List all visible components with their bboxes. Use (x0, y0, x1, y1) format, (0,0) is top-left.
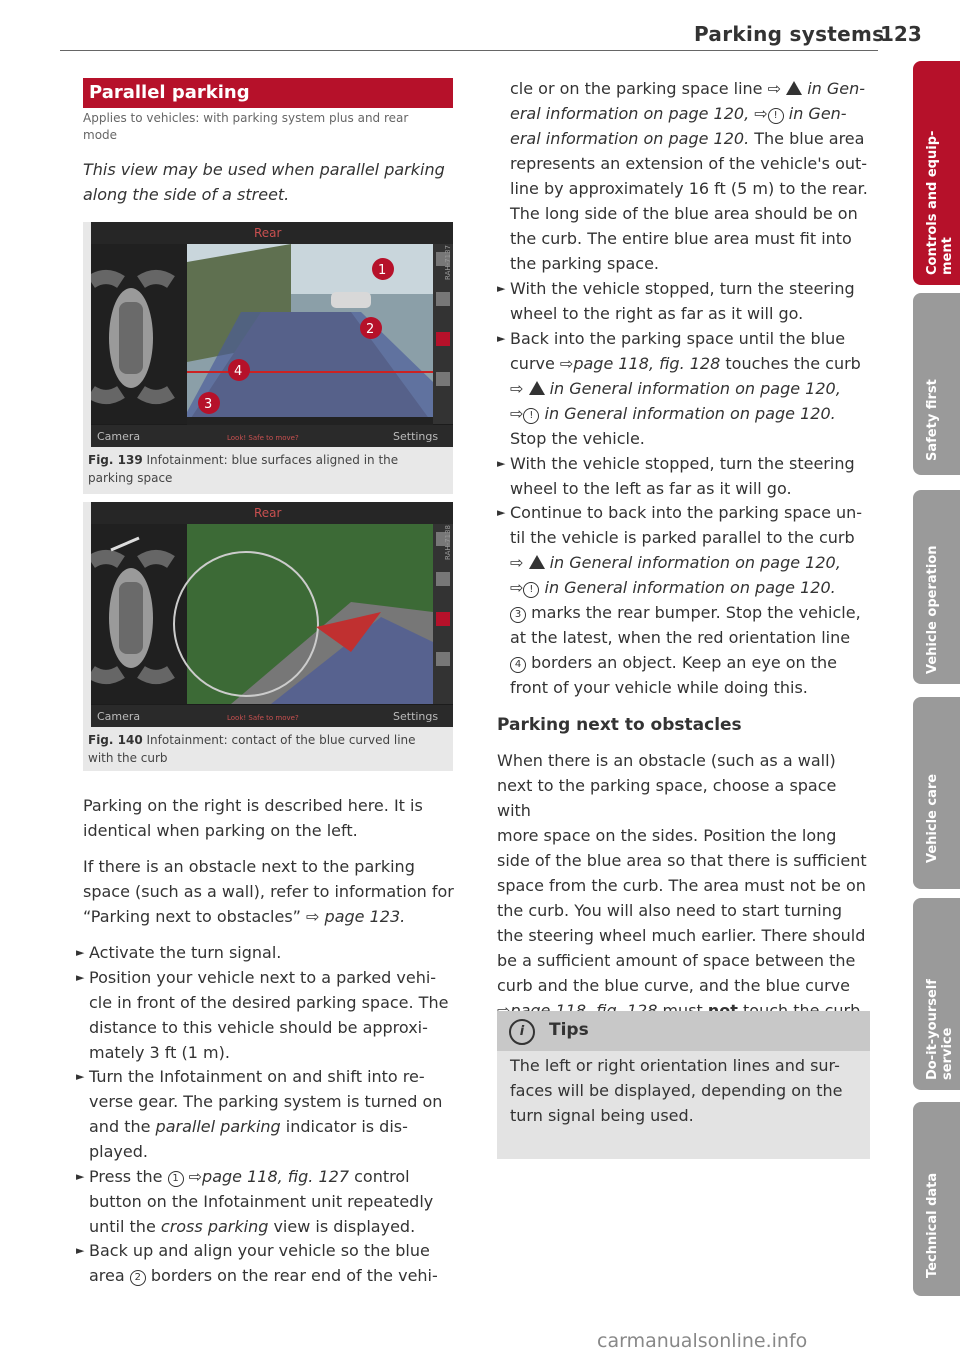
page-number: 123 (880, 22, 922, 46)
figure-code: RAH-7138 (444, 525, 452, 560)
figure-140 (83, 502, 453, 771)
header-rule (60, 50, 878, 51)
figure-caption: Fig. 139 Infotainment: blue surfaces aligned in the parking space (88, 453, 399, 485)
tips-box (497, 1011, 870, 1159)
paragraph: cle or on the parking space line ⇨ in Gen- eral information on page 120, ⇨ ! in Gen- eral information on page 120. The blue area represents an extension of the vehicle's out- line by approximately 16 ft (5 m) to the rear. The long side of the blue area should be on the curb. The entire blue area must fit into the parking space. (510, 79, 868, 273)
info-icon: i (509, 1019, 535, 1045)
settings-label: Settings (393, 430, 439, 443)
section-title: Parallel parking (83, 78, 453, 108)
subheading: Parking next to obstacles (497, 715, 742, 735)
callout-4: 4 (234, 364, 243, 379)
intro-text: This view may be used when parallel parking along the side of a street. (83, 160, 445, 204)
page-link[interactable]: page 123. (324, 907, 406, 926)
tab-vehicle-care[interactable]: Vehicle care (913, 697, 960, 889)
list-item: ► Turn the Infotainment on and shift into re- verse gear. The parking system is turned on and the parallel parking indicator is dis- played. (76, 1067, 443, 1161)
warning-icon (786, 81, 802, 95)
watermark: carmanualsonline.info (597, 1330, 808, 1352)
camera-image (91, 222, 453, 447)
callout-2: 2 (366, 322, 375, 337)
paragraph: When there is an obstacle (such as a wall) next to the parking space, choose a space with more space on the sides. Position the long side of the blue area so that there is sufficient space from the curb. The area must not be on the curb. You will also need to start turning the steering wheel much earlier. There should be a sufficient amount of space between the curb and the blue curve, and the blue curve (497, 748, 872, 1023)
page-link[interactable]: page 118, fig. 128 (573, 354, 721, 373)
list-item: ► Activate the turn signal. (76, 943, 282, 962)
figure-code: RAH-7137 (444, 245, 452, 280)
screen-rear-label: Rear (254, 226, 282, 240)
camera-label: Camera (97, 430, 141, 443)
list-item: ► Continue to back into the parking space un- til the vehicle is parked parallel to the curb ⇨ in General information on page 120, ⇨ ! in General information on page 120. 3 marks the rear bumper. Stop the vehicle, at the latest, when the red orientation line 4 borders an object. Keep an eye on the front of your vehicle while doing this. (497, 503, 863, 697)
camera-label: Camera (97, 710, 141, 723)
paragraph: Parking on the right is described here. It is identical when parking on the left. (83, 796, 423, 840)
paragraph: If there is an obstacle next to the parking space (such as a wall), refer to information for “Parking next to obstacles” ⇨ page 123. (83, 857, 454, 926)
tips-title: Tips (549, 1020, 589, 1040)
tab-technical-data[interactable]: Technical data (913, 1102, 960, 1296)
tips-header (497, 1011, 870, 1051)
camera-screen (91, 502, 453, 727)
warning-icon (529, 555, 545, 569)
camera-screen (91, 222, 453, 447)
callout-3: 3 (204, 397, 213, 412)
list-item: ► Press the 1 ⇨page 118, fig. 127 control button on the Infotainment unit repeatedly until the cross parking view is displayed. (76, 1167, 434, 1236)
callout-1: 1 (378, 263, 387, 278)
warning-icon (529, 381, 545, 395)
tab-controls-and-equipment[interactable]: Controls and equip- ment (913, 61, 960, 285)
list-item: ► Back into the parking space until the blue curve ⇨page 118, fig. 128 touches the curb ⇨ in General information on page 120, ⇨ ! in General information on page 120. Stop the vehicle. (497, 329, 861, 448)
figure-caption: Fig. 140 Infotainment: contact of the blue curved line with the curb (88, 733, 416, 765)
figure-139 (83, 222, 453, 494)
page-link[interactable]: page 118, fig. 127 (202, 1167, 350, 1186)
caution-icon: ! (523, 408, 539, 424)
header-title: Parking systems (694, 22, 885, 46)
list-item: ► With the vehicle stopped, turn the steering wheel to the right as far as it will go. (497, 279, 855, 323)
list-item: ► Position your vehicle next to a parked vehi- cle in front of the desired parking space. The distance to this vehicle should be approxi- mately 3 ft (1 m). (76, 968, 449, 1062)
camera-image (91, 502, 453, 727)
tab-safety-first[interactable]: Safety first (913, 293, 960, 475)
screen-rear-label: Rear (254, 506, 282, 520)
tips-text: The left or right orientation lines and sur- faces will be displayed, depending on the turn signal being used. (510, 1056, 843, 1125)
caution-icon: ! (768, 108, 784, 124)
applies-note: Applies to vehicles: with parking system plus and rear mode (83, 111, 409, 142)
tab-vehicle-operation[interactable]: Vehicle operation (913, 490, 960, 684)
warning-text: Look! Safe to move? (227, 434, 299, 442)
settings-label: Settings (393, 710, 439, 723)
list-item: ► Back up and align your vehicle so the blue area 2 borders on the rear end of the vehi- (76, 1241, 438, 1285)
tab-do-it-yourself-service[interactable]: Do-it-yourself service (913, 898, 960, 1090)
warning-text: Look! Safe to move? (227, 714, 299, 722)
caution-icon: ! (523, 582, 539, 598)
list-item: ► With the vehicle stopped, turn the steering wheel to the left as far as it will go. (497, 454, 855, 498)
